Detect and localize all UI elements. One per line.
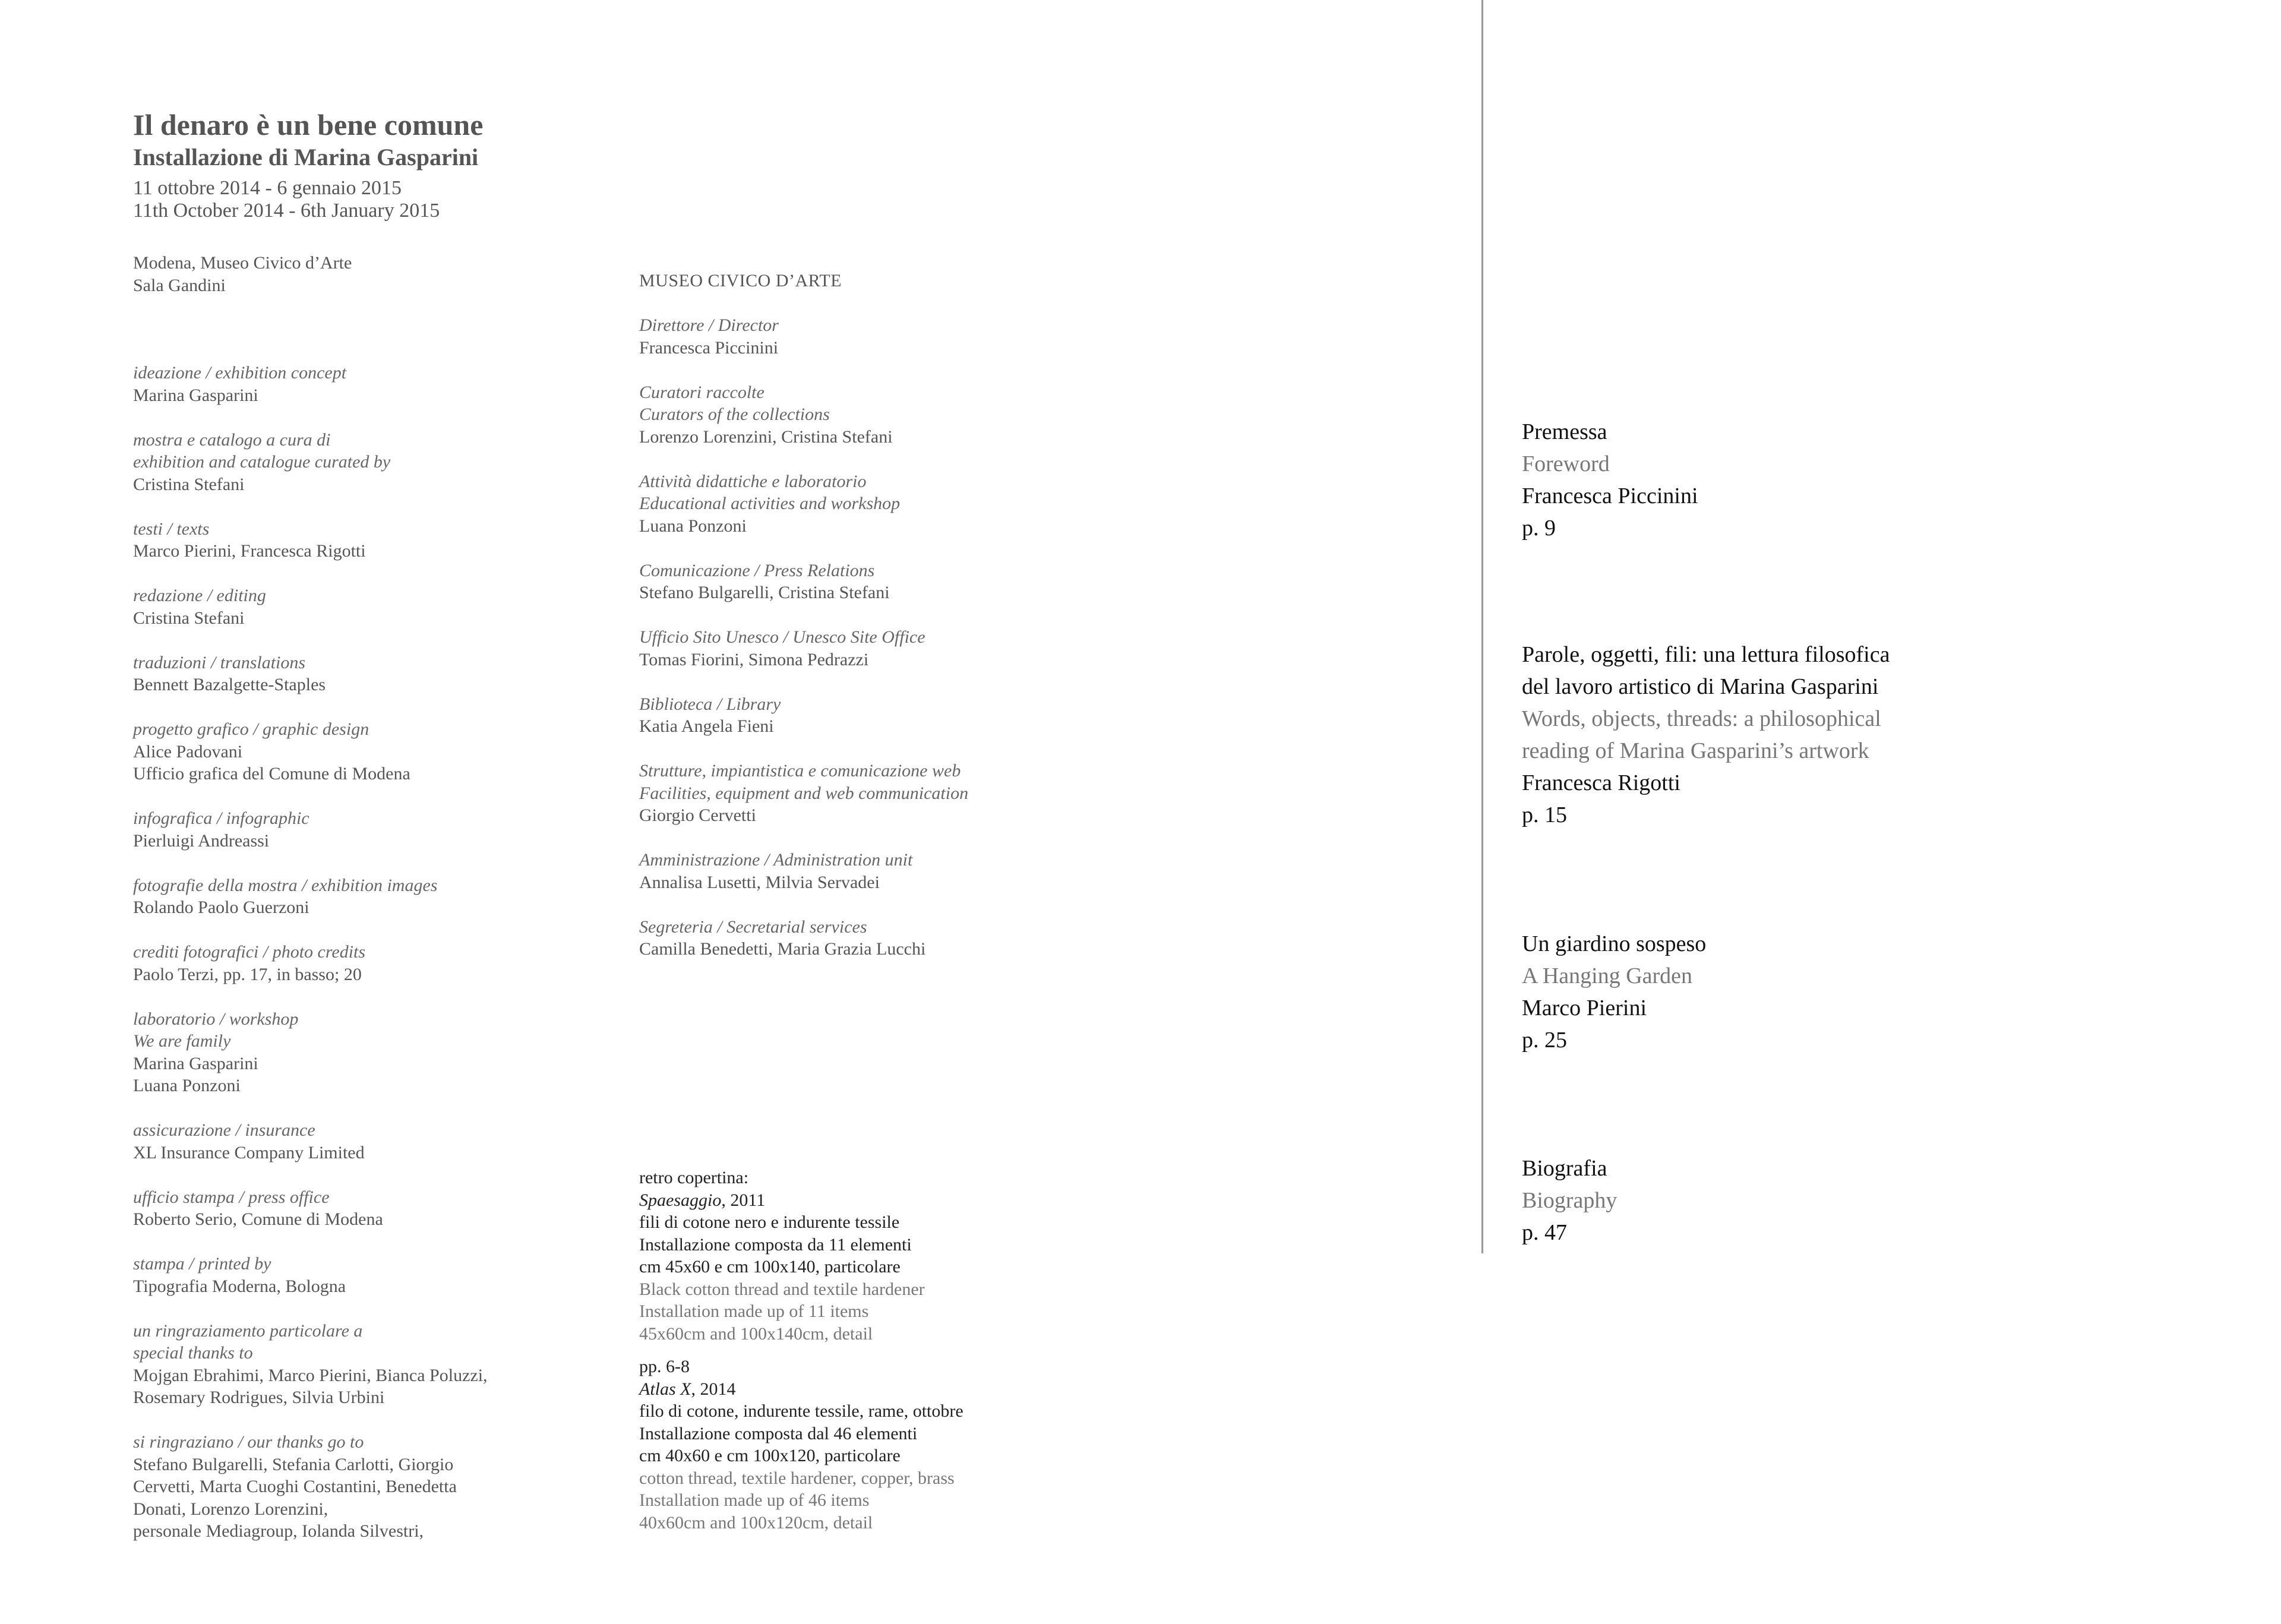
credit-role: ufficio stampa / press office	[133, 1187, 330, 1207]
museum-title: MUSEO CIVICO D’ARTE	[639, 271, 842, 290]
credit-name: Pierluigi Andreassi	[133, 830, 270, 851]
work1-en-2: Installation made up of 11 items	[639, 1301, 869, 1321]
work1-it-3: cm 45x60 e cm 100x140, particolare	[639, 1257, 901, 1277]
toc-author: Marco Pierini	[1522, 996, 1647, 1020]
staff-entry	[639, 560, 1091, 604]
staff-entry	[639, 314, 1091, 359]
toc-author: Francesca Rigotti	[1522, 770, 1680, 795]
pages-ref: pp. 6-8	[639, 1357, 690, 1376]
credit-name: XL Insurance Company Limited	[133, 1142, 365, 1162]
exhibition-dates	[133, 177, 585, 222]
credit-entry	[133, 1186, 585, 1231]
book-subtitle: Installazione di Marina Gasparini	[133, 144, 479, 170]
toc-entry-premessa[interactable]	[1522, 416, 2056, 544]
credit-name: Marina Gasparini	[133, 385, 258, 405]
staff-entry	[639, 760, 1091, 827]
credit-entry	[133, 1008, 585, 1097]
credit-name: Stefano Bulgarelli, Stefania Carlotti, Giorgio	[133, 1454, 454, 1474]
work2-it-1: filo di cotone, indurente tessile, rame, ottobre	[639, 1401, 963, 1421]
credit-role: crediti fotografici / photo credits	[133, 942, 366, 962]
credit-name: Luana Ponzoni	[133, 1076, 241, 1095]
toc-entry-parole[interactable]	[1522, 639, 2056, 831]
credit-name: Cristina Stefani	[133, 608, 245, 628]
staff-role: Comunicazione / Press Relations	[639, 560, 875, 580]
staff-name: Annalisa Lusetti, Milvia Servadei	[639, 872, 880, 892]
dates-english: 11th October 2014 - 6th January 2015	[133, 200, 440, 222]
toc-page: p. 47	[1522, 1220, 1567, 1245]
toc-page: p. 15	[1522, 802, 1567, 827]
staff-role: Curatori raccolte	[639, 382, 764, 402]
toc-title-it: del lavoro artistico di Marina Gasparini	[1522, 674, 1879, 699]
credit-entry	[133, 1119, 585, 1164]
credit-entry	[133, 1431, 585, 1543]
staff-entry	[639, 470, 1091, 538]
credit-name: Donati, Lorenzo Lorenzini,	[133, 1499, 328, 1519]
work1-it-1: fili di cotone nero e indurente tessile	[639, 1212, 900, 1232]
credit-name: Cervetti, Marta Cuoghi Costantini, Benedetta	[133, 1477, 457, 1496]
staff-role: Biblioteca / Library	[639, 694, 781, 714]
venue-line-2: Sala Gandini	[133, 275, 226, 295]
credit-name: personale Mediagroup, Iolanda Silvestri,	[133, 1521, 424, 1541]
credit-entry	[133, 874, 585, 919]
credit-entry	[133, 807, 585, 852]
credit-name: Paolo Terzi, pp. 17, in basso; 20	[133, 964, 362, 984]
credit-entry	[133, 429, 585, 496]
staff-name: Tomas Fiorini, Simona Pedrazzi	[639, 649, 869, 669]
staff-name: Giorgio Cervetti	[639, 805, 756, 825]
credit-entry	[133, 518, 585, 563]
toc-page: p. 25	[1522, 1028, 1567, 1053]
credit-role: mostra e catalogo a cura di	[133, 429, 331, 450]
work2-year: , 2014	[691, 1379, 736, 1399]
credit-entry	[133, 652, 585, 696]
credit-name: Alice Padovani	[133, 741, 243, 762]
toc-title-en: reading of Marina Gasparini’s artwork	[1522, 738, 1869, 763]
credit-name: Marco Pierini, Francesca Rigotti	[133, 541, 366, 561]
staff-entry	[639, 916, 1091, 961]
page-divider	[1481, 0, 1483, 1253]
credit-role: redazione / editing	[133, 586, 266, 605]
credit-role: un ringraziamento particolare a	[133, 1320, 363, 1341]
work2-en-2: Installation made up of 46 items	[639, 1490, 870, 1510]
credit-role: special thanks to	[133, 1343, 253, 1363]
book-title: Il denaro è un bene comune	[133, 108, 484, 141]
staff-role: Strutture, impiantistica e comunicazione web	[639, 761, 961, 781]
back-cover-label: retro copertina:	[639, 1168, 749, 1187]
image-captions	[639, 1167, 1091, 1534]
staff-list	[639, 314, 1091, 961]
toc-title-it: Biografia	[1522, 1156, 1607, 1181]
credit-name: Roberto Serio, Comune di Modena	[133, 1209, 383, 1229]
work1-title-line	[639, 1189, 1091, 1212]
credit-role: testi / texts	[133, 519, 210, 539]
staff-name: Katia Angela Fieni	[639, 716, 774, 736]
credit-role: We are family	[133, 1031, 231, 1051]
colophon-column	[133, 107, 585, 1565]
staff-entry	[639, 626, 1091, 671]
work1-en-3: 45x60cm and 100x140cm, detail	[639, 1323, 873, 1344]
toc-page: p. 9	[1522, 516, 1556, 541]
staff-role: Curators of the collections	[639, 405, 830, 424]
work1-en-1: Black cotton thread and textile hardener	[639, 1279, 925, 1299]
venue-line-1: Modena, Museo Civico d’Arte	[133, 253, 352, 273]
work2-it-2: Installazione composta dal 46 elementi	[639, 1423, 918, 1443]
staff-name: Francesca Piccinini	[639, 337, 779, 358]
credit-entry	[133, 718, 585, 785]
staff-name: Camilla Benedetti, Maria Grazia Lucchi	[639, 939, 926, 959]
work2-en-1: cotton thread, textile hardener, copper, brass	[639, 1468, 955, 1488]
dates-italian: 11 ottobre 2014 - 6 gennaio 2015	[133, 177, 402, 199]
credit-role: exhibition and catalogue curated by	[133, 452, 391, 472]
staff-role: Direttore / Director	[639, 315, 779, 335]
staff-role: Attività didattiche e laboratorio	[639, 471, 867, 491]
toc-title-en: Words, objects, threads: a philosophical	[1522, 706, 1881, 731]
staff-name: Luana Ponzoni	[639, 516, 747, 536]
credit-role: si ringraziano / our thanks go to	[133, 1432, 364, 1452]
credit-entry	[133, 1320, 585, 1409]
staff-role: Facilities, equipment and web communication	[639, 783, 969, 803]
work2-en-3: 40x60cm and 100x120cm, detail	[639, 1512, 873, 1533]
toc-title-en: Foreword	[1522, 451, 1610, 476]
credit-entry	[133, 1253, 585, 1297]
credit-name: Rosemary Rodrigues, Silvia Urbini	[133, 1388, 385, 1407]
credits-list	[133, 362, 585, 1543]
credit-name: Mojgan Ebrahimi, Marco Pierini, Bianca Poluzzi,	[133, 1365, 488, 1385]
staff-role: Ufficio Sito Unesco / Unesco Site Office	[639, 627, 925, 647]
credit-name: Bennett Bazalgette-Staples	[133, 675, 326, 694]
credit-role: ideazione / exhibition concept	[133, 363, 347, 383]
toc-title-it: Premessa	[1522, 419, 1607, 444]
caption-spacer	[639, 1345, 1091, 1356]
staff-entry	[639, 381, 1091, 448]
staff-entry	[639, 693, 1091, 738]
staff-role: Segreteria / Secretarial services	[639, 917, 867, 937]
credit-role: assicurazione / insurance	[133, 1120, 315, 1140]
staff-name: Lorenzo Lorenzini, Cristina Stefani	[639, 426, 893, 447]
staff-entry	[639, 849, 1091, 893]
staff-role: Educational activities and workshop	[639, 494, 901, 513]
credit-name: Tipografia Moderna, Bologna	[133, 1276, 346, 1296]
credit-name: Cristina Stefani	[133, 474, 245, 494]
venue	[133, 252, 585, 296]
credit-role: laboratorio / workshop	[133, 1009, 299, 1029]
toc-author: Francesca Piccinini	[1522, 484, 1698, 508]
work1-it-2: Installazione composta da 11 elementi	[639, 1234, 912, 1255]
work2-it-3: cm 40x60 e cm 100x120, particolare	[639, 1446, 901, 1465]
work1-title: Spaesaggio	[639, 1190, 722, 1210]
credit-name: Ufficio grafica del Comune di Modena	[133, 764, 410, 783]
credit-entry	[133, 941, 585, 985]
toc-entry-giardino[interactable]	[1522, 928, 2056, 1056]
toc-title-en: A Hanging Garden	[1522, 963, 1693, 988]
credit-name: Marina Gasparini	[133, 1053, 258, 1073]
credit-role: progetto grafico / graphic design	[133, 719, 369, 739]
staff-name: Stefano Bulgarelli, Cristina Stefani	[639, 583, 890, 602]
staff-role: Amministrazione / Administration unit	[639, 850, 913, 870]
credit-name: Rolando Paolo Guerzoni	[133, 898, 309, 917]
credit-role: traduzioni / translations	[133, 652, 306, 672]
toc-title-it: Parole, oggetti, fili: una lettura filosofica	[1522, 642, 1890, 667]
museum-staff-column	[639, 270, 1091, 982]
table-of-contents	[1522, 0, 2056, 1624]
credit-role: infografica / infographic	[133, 808, 309, 828]
work2-title-line	[639, 1378, 1091, 1401]
credit-entry	[133, 584, 585, 629]
toc-title-en: Biography	[1522, 1188, 1617, 1213]
toc-title-it: Un giardino sospeso	[1522, 931, 1707, 956]
credit-role: stampa / printed by	[133, 1254, 271, 1274]
credit-entry	[133, 362, 585, 406]
work1-year: , 2011	[721, 1190, 766, 1210]
work2-title: Atlas X	[639, 1379, 691, 1399]
credit-role: fotografie della mostra / exhibition images	[133, 875, 438, 895]
toc-entry-biografia[interactable]	[1522, 1152, 2056, 1249]
